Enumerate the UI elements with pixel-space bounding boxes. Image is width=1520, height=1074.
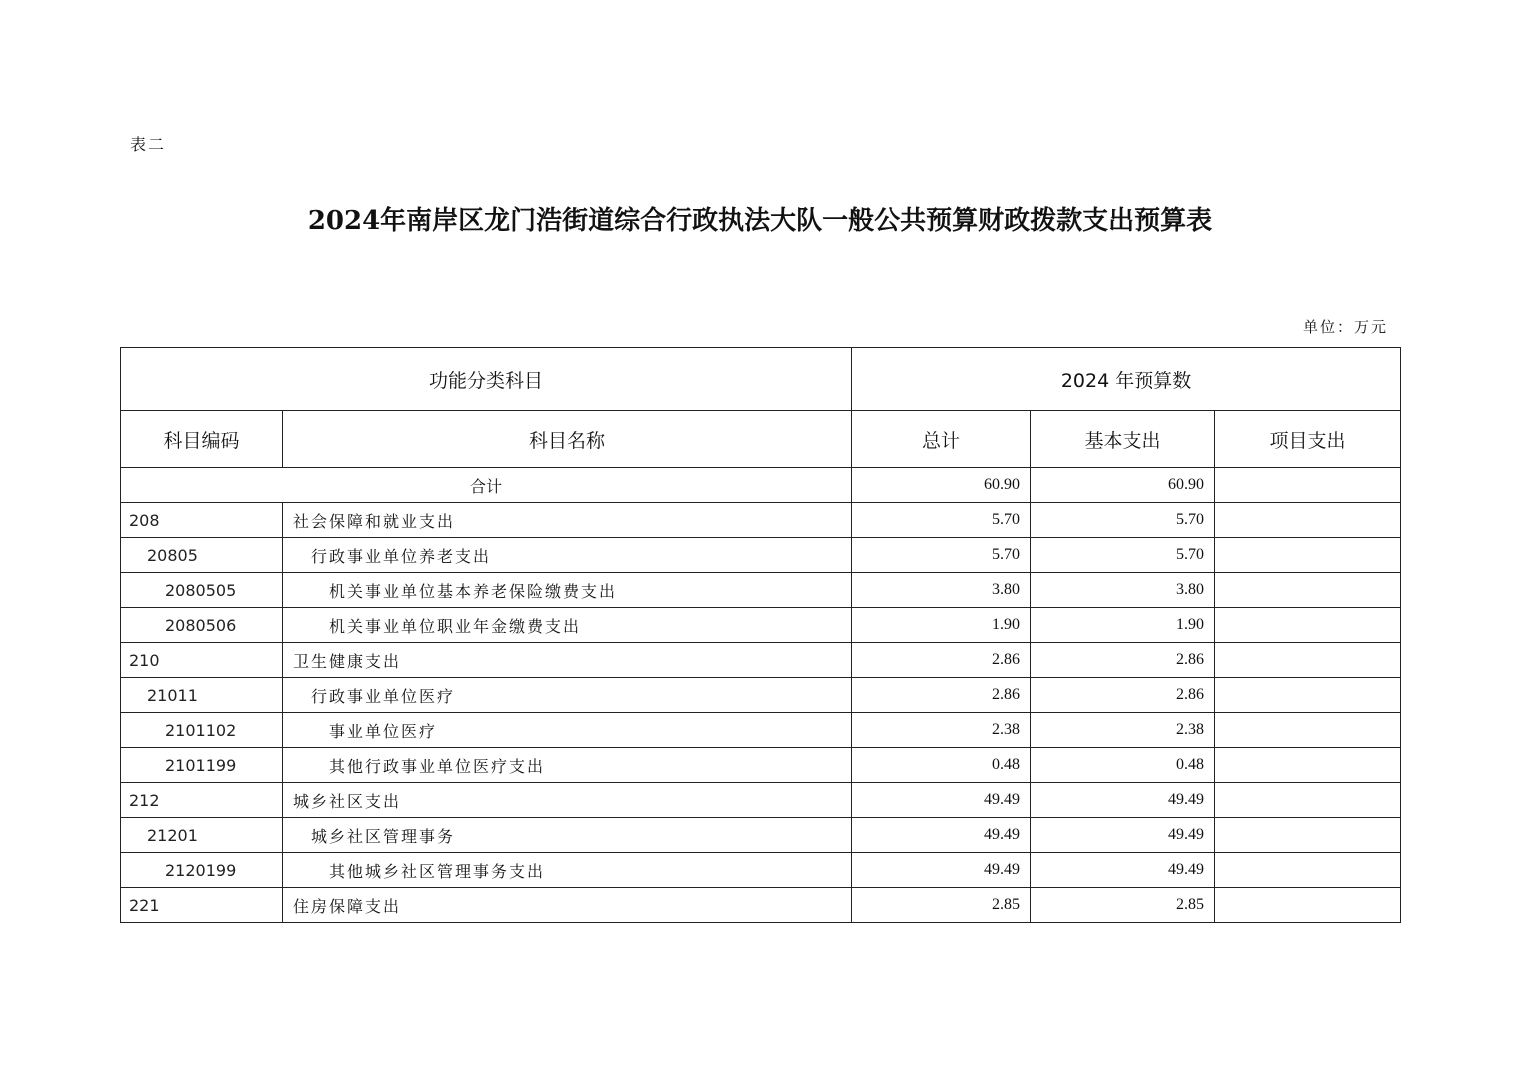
table-row (121, 538, 1401, 573)
row-name: 事业单位医疗 (283, 713, 852, 748)
row-project (1215, 643, 1401, 678)
total-row-project (1215, 468, 1401, 503)
budget-table (120, 347, 1401, 923)
row-name: 机关事业单位职业年金缴费支出 (283, 608, 852, 643)
row-basic: 2.86 (1031, 643, 1215, 678)
row-basic: 2.85 (1031, 888, 1215, 923)
row-total: 1.90 (852, 608, 1031, 643)
row-name: 机关事业单位基本养老保险缴费支出 (283, 573, 852, 608)
row-project (1215, 748, 1401, 783)
row-total: 2.86 (852, 678, 1031, 713)
table-row (121, 678, 1401, 713)
row-code: 210 (121, 643, 283, 678)
row-total: 2.38 (852, 713, 1031, 748)
table-row (121, 888, 1401, 923)
row-name: 行政事业单位养老支出 (283, 538, 852, 573)
row-code: 2120199 (121, 853, 283, 888)
row-project (1215, 783, 1401, 818)
row-total: 5.70 (852, 538, 1031, 573)
total-row-basic: 60.90 (1031, 468, 1215, 503)
row-project (1215, 853, 1401, 888)
table-row (121, 573, 1401, 608)
row-total: 3.80 (852, 573, 1031, 608)
row-project (1215, 818, 1401, 853)
row-name: 城乡社区支出 (283, 783, 852, 818)
row-total: 2.85 (852, 888, 1031, 923)
row-project (1215, 678, 1401, 713)
header-budget-year: 2024 年预算数 (852, 348, 1401, 411)
row-total: 49.49 (852, 818, 1031, 853)
row-name: 城乡社区管理事务 (283, 818, 852, 853)
row-code: 20805 (121, 538, 283, 573)
row-code: 21011 (121, 678, 283, 713)
row-total: 5.70 (852, 503, 1031, 538)
row-basic: 1.90 (1031, 608, 1215, 643)
row-project (1215, 713, 1401, 748)
table-row (121, 783, 1401, 818)
header-total: 总计 (852, 411, 1031, 468)
row-code: 208 (121, 503, 283, 538)
row-name: 住房保障支出 (283, 888, 852, 923)
table-row (121, 608, 1401, 643)
unit-label: 单位：万元 (1302, 318, 1388, 336)
table-number-label: 表二 (130, 135, 167, 154)
row-basic: 3.80 (1031, 573, 1215, 608)
row-total: 49.49 (852, 783, 1031, 818)
row-total: 2.86 (852, 643, 1031, 678)
table-row (121, 818, 1401, 853)
row-code: 212 (121, 783, 283, 818)
row-basic: 2.38 (1031, 713, 1215, 748)
row-name: 其他行政事业单位医疗支出 (283, 748, 852, 783)
row-project (1215, 538, 1401, 573)
row-project (1215, 573, 1401, 608)
total-row (121, 468, 1401, 503)
row-basic: 2.86 (1031, 678, 1215, 713)
total-row-total: 60.90 (852, 468, 1031, 503)
row-code: 221 (121, 888, 283, 923)
header-project-expenditure: 项目支出 (1215, 411, 1401, 468)
row-name: 行政事业单位医疗 (283, 678, 852, 713)
row-basic: 5.70 (1031, 538, 1215, 573)
row-basic: 5.70 (1031, 503, 1215, 538)
table-row (121, 503, 1401, 538)
row-name: 卫生健康支出 (283, 643, 852, 678)
row-project (1215, 608, 1401, 643)
row-code: 2101199 (121, 748, 283, 783)
row-project (1215, 503, 1401, 538)
row-project (1215, 888, 1401, 923)
row-total: 49.49 (852, 853, 1031, 888)
row-basic: 49.49 (1031, 853, 1215, 888)
header-subject-name: 科目名称 (283, 411, 852, 468)
row-total: 0.48 (852, 748, 1031, 783)
row-basic: 49.49 (1031, 783, 1215, 818)
table-row (121, 853, 1401, 888)
page-title: 2024年南岸区龙门浩街道综合行政执法大队一般公共预算财政拨款支出预算表 (307, 206, 1213, 236)
row-basic: 0.48 (1031, 748, 1215, 783)
header-basic-expenditure: 基本支出 (1031, 411, 1215, 468)
header-subject-code: 科目编码 (121, 411, 283, 468)
row-name: 其他城乡社区管理事务支出 (283, 853, 852, 888)
row-code: 2101102 (121, 713, 283, 748)
table-row (121, 748, 1401, 783)
row-code: 21201 (121, 818, 283, 853)
total-row-label: 合计 (121, 468, 852, 503)
row-name: 社会保障和就业支出 (283, 503, 852, 538)
header-function-category: 功能分类科目 (121, 348, 852, 411)
row-code: 2080506 (121, 608, 283, 643)
table-row (121, 643, 1401, 678)
row-code: 2080505 (121, 573, 283, 608)
table-row (121, 713, 1401, 748)
row-basic: 49.49 (1031, 818, 1215, 853)
